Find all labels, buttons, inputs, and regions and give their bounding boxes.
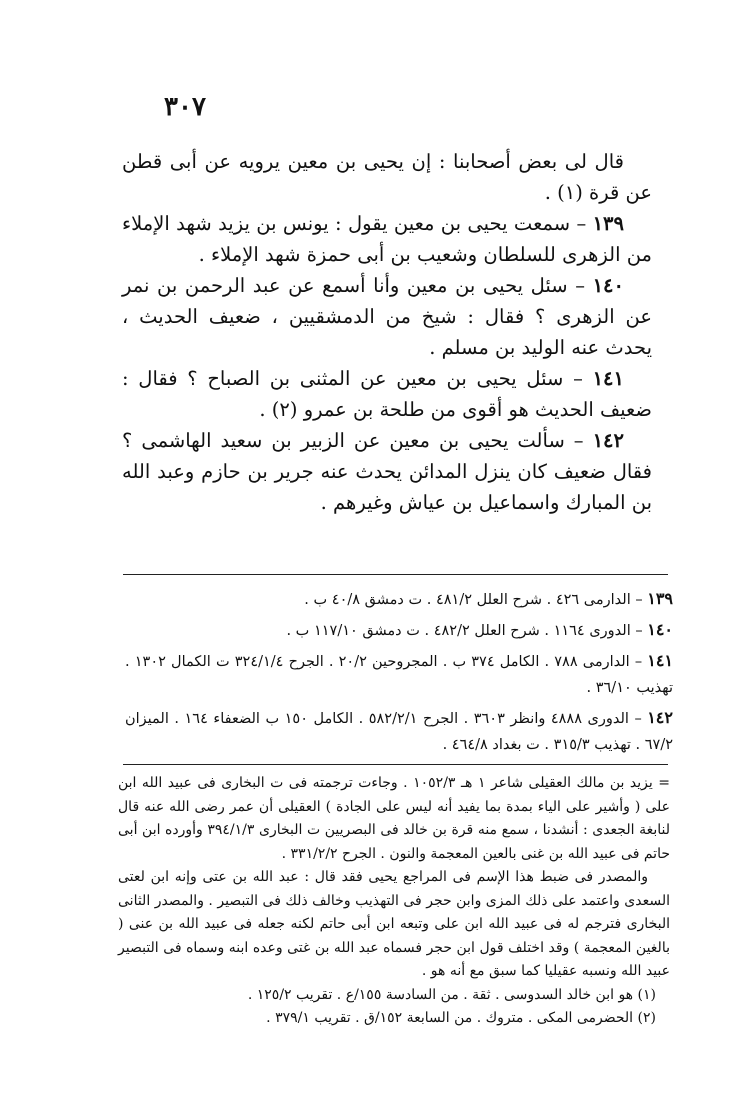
reference-140: ١٤٠ – الدورى ١١٦٤ . شرح العلل ٤٨٢/٢ . ت دمشق ١١٧/١٠ ب . (286, 620, 673, 639)
reference-number: ١٤١ (647, 651, 673, 670)
entry-text: سئل يحيى بن معين عن المثنى بن الصباح ؟ فقال : ضعيف الحديث هو أقوى من طلحة بن عمرو (٢) . (122, 367, 652, 421)
entry-140: ١٤٠ – سئل يحيى بن معين وأنا أسمع عن عبد الرحمن بن نمر عن الزهرى ؟ فقال : شيخ من الدمشقيين ، ضعيف الحديث ، يحدث عنه الوليد بن مسلم . (122, 274, 652, 359)
entry-number: ١٤٢ (592, 429, 624, 452)
reference-142: ١٤٢ – الدورى ٤٨٨٨ وانظر ٣٦٠٣ . الجرح ٥٨٢/٢/١ . الكامل ١٥٠ ب الضعفاء ١٦٤ . الميزان ٦٧/٢ . تهذيب ٣١٥/٣ . ت بغداد ٤٦٤/٨ . (125, 708, 673, 753)
reference-139: ١٣٩ – الدارمى ٤٢٦ . شرح العلل ٤٨١/٢ . ت دمشق ٤٠/٨ ب . (304, 589, 673, 608)
page-number: ٣٠٧ (164, 92, 206, 122)
footnote-text: هو ابن خالد السدوسى . ثقة . من السادسة ١٥٥/ع . تقريب ١٢٥/٢ . (247, 986, 634, 1003)
entry-text: سألت يحيى بن معين عن الزبير بن سعيد الهاشمى ؟ فقال ضعيف كان ينزل المدائن يحدث عنه جرير بن حازم وعبد الله بن المبارك واسماعيل بن عياش وغيرهم . (122, 429, 652, 514)
footnote-text: الحضرمى المكى . متروك . من السابعة ١٥٢/ق . تقريب ٣٧٩/١ . (266, 1010, 634, 1026)
entry-number: ١٣٩ (592, 212, 624, 235)
footnote-1 (118, 984, 670, 1008)
note-continuation: = يزيد بن مالك العقيلى شاعر ١ هـ ١٠٥٢/٣ . وجاءت ترجمته فى ت البخارى فى عبيد الله ابن على ( وأشير على الياء بمدة بما يفيد أنه ليس على الجادة ) العقيلى أن عمر رضى الله عنه قال لنابغة الجعدى : أنشدنا ، سمع منه قرة بن خالد فى البصريين ت البخارى ٣٩٤/١/٣ وأورده ابن أبى حاتم فى عبيد الله بن غنى بالعين المعجمة والنون . الجرح ٣٣١/٢/٢ . (118, 775, 670, 862)
references-section (125, 586, 673, 762)
note-paragraph: والمصدر فى ضبط هذا الإسم فى المراجع يحيى فقد قال : عبد الله بن عتى وإنه ابن لعتى السعدى واعتمد على ذلك المزى وابن حجر فى التهذيب وخالف ذلك فى التبصير . والمصدر الثانى البخارى فترجم له فى عبيد الله ابن على وتبعه ابن أبى حاتم لكنه جعله فى عبيد الله بن عنى ( بالغين المعجمة ) وقد اختلف قول ابن حجر فسماه عبد الله بن غتى وعده ابنه وسماه فى التبصير عبيد الله ونسبه عقيليا كما سبق مع أنه هو . (118, 869, 670, 979)
reference-141: ١٤١ – الدارمى ٧٨٨ . الكامل ٣٧٤ ب . المجروحين ٢٠/٢ . الجرح ٣٢٤/١/٤ ت الكمال ١٣٠٢ . تهذيب ٣٦/١٠ . (125, 651, 673, 696)
reference-text: الدارمى ٧٨٨ . الكامل ٣٧٤ ب . المجروحين ٢٠/٢ . الجرح ٣٢٤/١/٤ ت الكمال ١٣٠٢ . تهذيب ٣٦/١٠ . (125, 654, 673, 696)
reference-text: الدارمى ٤٢٦ . شرح العلل ٤٨١/٢ . ت دمشق ٤٠/٨ ب . (304, 592, 631, 608)
footnote-marker: (٢) (637, 1010, 656, 1026)
reference-text: الدورى ٤٨٨٨ وانظر ٣٦٠٣ . الجرح ٥٨٢/٢/١ . الكامل ١٥٠ ب الضعفاء ١٦٤ . الميزان ٦٧/٢ . تهذيب ٣١٥/٣ . ت بغداد ٤٦٤/٨ . (125, 711, 673, 753)
footnote-marker: (١) (637, 986, 656, 1003)
entry-text: سمعت يحيى بن معين يقول : يونس بن يزيد شهد الإملاء من الزهرى للسلطان وشعيب بن أبى حمزة شهد الإملاء . (122, 212, 652, 266)
entry-number: ١٤١ (592, 367, 624, 390)
reference-number: ١٤٢ (647, 708, 673, 727)
footnote-2 (118, 1007, 670, 1031)
footnotes-section (118, 772, 670, 1031)
footnotes-divider (123, 764, 668, 765)
entry-text: سئل يحيى بن معين وأنا أسمع عن عبد الرحمن بن نمر عن الزهرى ؟ فقال : شيخ من الدمشقيين ، ضعيف الحديث ، يحدث عنه الوليد بن مسلم . (122, 274, 652, 359)
entry-141: ١٤١ – سئل يحيى بن معين عن المثنى بن الصباح ؟ فقال : ضعيف الحديث هو أقوى من طلحة بن عمرو (٢) . (122, 367, 652, 421)
entry-142: ١٤٢ – سألت يحيى بن معين عن الزبير بن سعيد الهاشمى ؟ فقال ضعيف كان ينزل المدائن يحدث عنه جرير بن حازم وعبد الله بن المبارك واسماعيل بن عياش وغيرهم . (122, 429, 652, 514)
reference-text: الدورى ١١٦٤ . شرح العلل ٤٨٢/٢ . ت دمشق ١١٧/١٠ ب . (286, 623, 631, 639)
reference-number: ١٤٠ (647, 620, 673, 639)
entry-number: ١٤٠ (592, 274, 624, 297)
main-text (122, 146, 652, 518)
references-divider (123, 574, 668, 575)
entry-139: ١٣٩ – سمعت يحيى بن معين يقول : يونس بن يزيد شهد الإملاء من الزهرى للسلطان وشعيب بن أبى حمزة شهد الإملاء . (122, 212, 652, 266)
reference-number: ١٣٩ (647, 589, 673, 608)
intro-paragraph: قال لى بعض أصحابنا : إن يحيى بن معين يرويه عن أبى قطن عن قرة (١) . (122, 150, 652, 204)
